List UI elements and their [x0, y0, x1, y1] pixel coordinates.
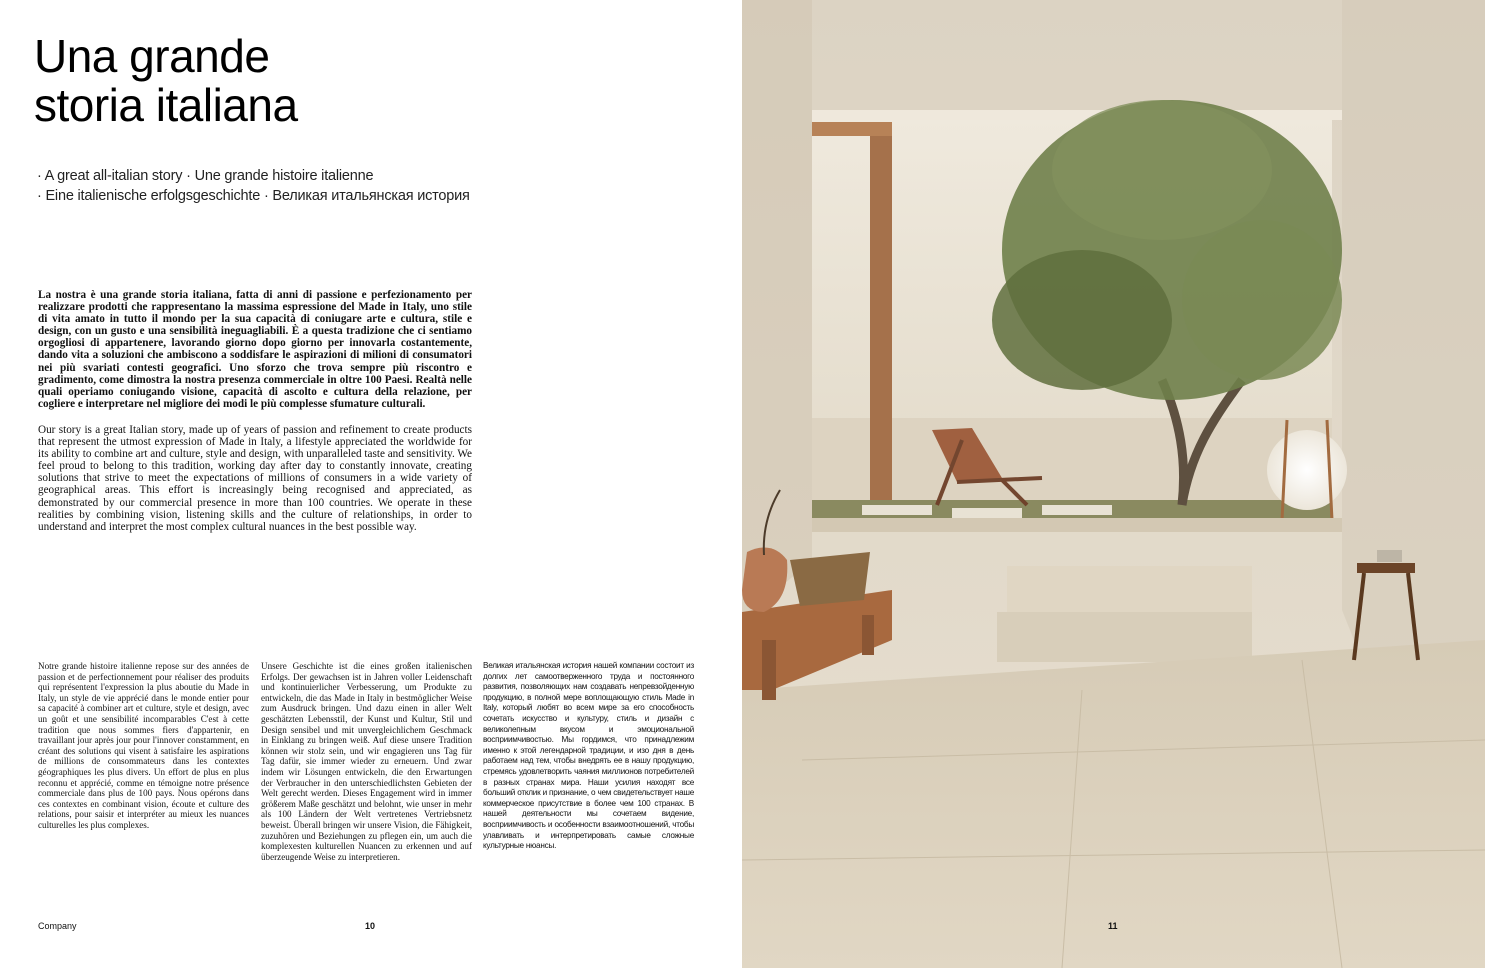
- tree-foliage: [1182, 220, 1342, 380]
- text-column-russian: Великая итальянская история нашей компании состоит из долгих лет самоотверженного труда и постоянного развития, позволяющих нам создавать непревзойденную продукцию, в полной мере воплощающую стиль Made in Italy, который любят во всем мире за его способность сочетать искусство и культуру, стиль и дизайн с великолепным вкусом и эмоциональной восприимчивостью. Мы гордимся, что принадлежим именно к этой легендарной традиции, и изо дня в день работаем над тем, чтобы внедрять ее в нашу продукцию, стремясь удовлетворить чаяния миллионов потребителей в разных странах мира. Наши усилия находят все больший отклик и признание, о чем свидетельствует наше коммерческое присутствие в более чем 100 странах. В нашей деятельности мы сочетаем видение, восприимчивость и особенности взаимоотношений, чтобы улавливать и интерпретировать самые сложные культурные нюансы.: [483, 661, 694, 851]
- page-title: [34, 32, 298, 130]
- page-number-right: 11: [1108, 921, 1118, 931]
- interior-photo: [742, 0, 1485, 968]
- title-line-1: Una grande: [34, 30, 270, 82]
- text-column-french: Notre grande histoire italienne repose sur des années de passion et de perfectionnement pour réaliser des produits qui représentent l'expression la plus aboutie du Made in Italy, un style de vie apprécié dans le monde entier pour sa capacité à combiner art et culture, style et design, avec un goût et une sensibilité incomparables C'est à cette tradition que nous sommes fiers d'appartenir, en travaillant jour après jour pour l'innover constamment, en créant des solutions qui visent à satisfaire les aspirations de millions de consommateurs dans les contextes géographiques les plus divers. Un effort de plus en plus reconnu et apprécié, comme en témoigne notre présence commerciale dans plus de 100 pays. Nous opérons dans ces contextes en combinant vision, écoute et culture des relations, pour saisir et interpréter au mieux les nuances culturelles les plus complexes.: [38, 661, 249, 830]
- left-page: [0, 0, 742, 968]
- right-page: [742, 0, 1485, 968]
- title-line-2: storia italiana: [34, 79, 298, 131]
- tree-foliage: [1052, 100, 1272, 240]
- paving-stone: [952, 508, 1022, 518]
- stone-ledge: [812, 518, 1342, 532]
- intro-italian: La nostra è una grande storia italiana, fatta di anni di passione e perfezionamento per realizzare prodotti che rappresentano la massima espressione del Made in Italy, uno stile di vita amato in tutto il mondo per la sua capacità di coniugare arte e cultura, stile e design, con un gusto e una sensibilità ineguagliabili. È a questa tradizione che ci sentiamo orgogliosi di appartenere, lavorando giorno dopo giorno per innovarla costantemente, dando vita a soluzioni che ambiscono a soddisfare le aspirazioni di milioni di consumatori nei più svariati contesti geografici. Uno sforzo che trova sempre più riscontro e gradimento, come dimostra la nostra presenza commerciale in oltre 100 Paesi. Realtà nelle quali operiamo coniugando visione, capacità di ascolto e cultura della relazione, per cogliere e interpretare nel migliore dei modi le più complesse sfumature culturali.: [38, 289, 472, 410]
- window-top-edge: [812, 110, 1342, 120]
- steps-upper: [1007, 566, 1252, 614]
- text-column-german: Unsere Geschichte ist die eines großen italienischen Erfolgs. Der gewachsen ist in Jahren voller Leidenschaft und kontinuierlicher Verbesserung, um Produkte zu entwickeln, die das Made in Italy in bestmöglicher Weise zum Ausdruck bringen. Und dazu einen in aller Welt geschätzten Lebensstil, der Kunst und Kultur, Stil und Design sensibel und mit unvergleichlichem Geschmack in Einklang zu bringen weiß. Auf diese unsere Tradition können wir stolz sein, und wir engagieren uns Tag für Tag dafür, sie immer wieder zu erneuern. Und zwar indem wir Lösungen entwickeln, die den Erwartungen der Verbraucher in den unterschiedlichsten Gebieten der Welt gerecht werden. Dieses Engagement wird in immer größerem Maße geschätzt und belohnt, wie unser in mehr als 100 Ländern der Welt vertretenes Vertriebsnetz beweist. Überall bringen wir unsere Vision, die Fähigkeit, zuzuhören und Beziehungen zu pflegen ein, um auch die komplexesten kulturellen Nuancen zu erkennen und auf überzeugende Weise zu interpretieren.: [261, 661, 472, 862]
- paving-stone: [862, 505, 932, 515]
- steps-lower: [997, 612, 1252, 662]
- floor: [742, 640, 1485, 968]
- footer-section-label: Company: [38, 921, 77, 931]
- subtitle-line-2: · Eine italienische erfolgsgeschichte · Великая итальянская история: [37, 188, 470, 204]
- basket: [790, 552, 870, 606]
- subtitle-line-1: · A great all-italian story · Une grande histoire italienne: [37, 168, 374, 184]
- wood-frame-post: [870, 136, 892, 516]
- wood-frame-left: [812, 122, 892, 136]
- page-number-left: 10: [365, 921, 376, 931]
- intro-english: Our story is a great Italian story, made up of years of passion and refinement to create products that represent the utmost expression of Made in Italy, a lifestyle appreciated the worldwide for its ability to combine art and culture, style and design, with unparalleled taste and sensitivity. We feel proud to belong to this tradition, working day after day to constantly innovate, creating solutions that strive to meet the expectations of millions of consumers in a wide variety of geographical areas. This effort is increasingly being recognised and appreciated, as demonstrated by our commercial presence in more than 100 countries. We operate in these realities by combining vision, listening skills and the culture of relationships, in order to understand and interpret the most complex cultural nuances in the best possible way.: [38, 424, 472, 533]
- multilingual-subtitle: [37, 166, 470, 206]
- left-wall-shadow: [742, 0, 812, 620]
- tree-foliage: [992, 250, 1172, 390]
- paving-stone: [1042, 505, 1112, 515]
